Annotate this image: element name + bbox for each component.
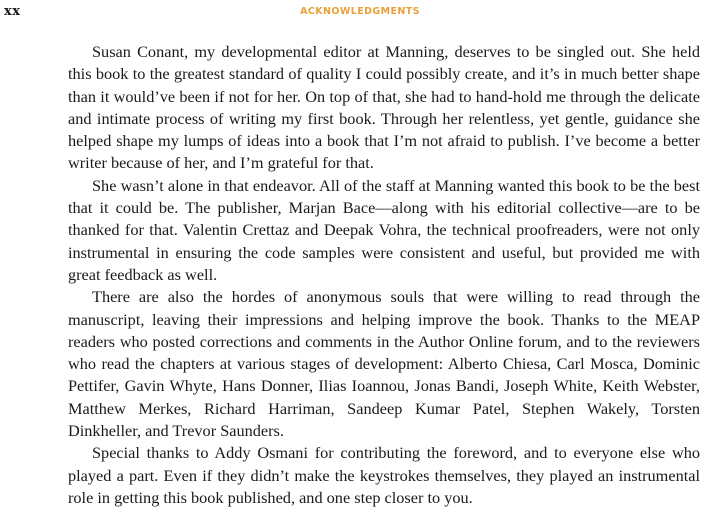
body-text [68,41,700,509]
paragraph: There are also the hordes of anonymous souls that were willing to read through the manuscript, leaving their impressions and helping improve the book. Thanks to the MEAP readers who posted corrections and comments in the Author Online forum, and to the reviewers who read the chapters at various stages of development: Alberto Chiesa, Carl Mosca, Dominic Pettifer, Gavin Whyte, Hans Donner, Ilias Ioannou, Jonas Bandi, Joseph White, Keith Webster, Matthew Merkes, Richard Harriman, Sandeep Kumar Patel, Stephen Wakely, Torsten Dinkheller, and Trevor Saunders. [68,287,700,441]
paragraph: Special thanks to Addy Osmani for contributing the foreword, and to everyone else who played a part. Even if they didn’t make the keystrokes themselves, they played an instrumental role in getting this book published, and one step closer to you. [68,443,700,507]
page-number: xx [4,4,21,19]
paragraph: She wasn’t alone in that endeavor. All of the staff at Manning wanted this book to be the best that it could be. The publisher, Marjan Bace—along with his editorial collective—are to be thanked for that. Valentin Crettaz and Deepak Vohra, the technical proofreaders, were not only instrumental in ensuring the code samples were consistent and useful, but provided me with great feedback as well. [68,175,700,284]
paragraph: Susan Conant, my developmental editor at Manning, deserves to be singled out. She held this book to the greatest standard of quality I could possibly create, and it’s in much better shape than it would’ve been if not for her. On top of that, she had to hand-hold me through the delicate and intimate process of writing my first book. Through her relentless, yet gentle, guidance she helped shape my lumps of ideas into a book that I’m not afraid to publish. I’ve become a better writer because of her, and I’m grateful for that. [68,42,700,173]
running-head: ACKNOWLEDGMENTS [300,6,420,17]
